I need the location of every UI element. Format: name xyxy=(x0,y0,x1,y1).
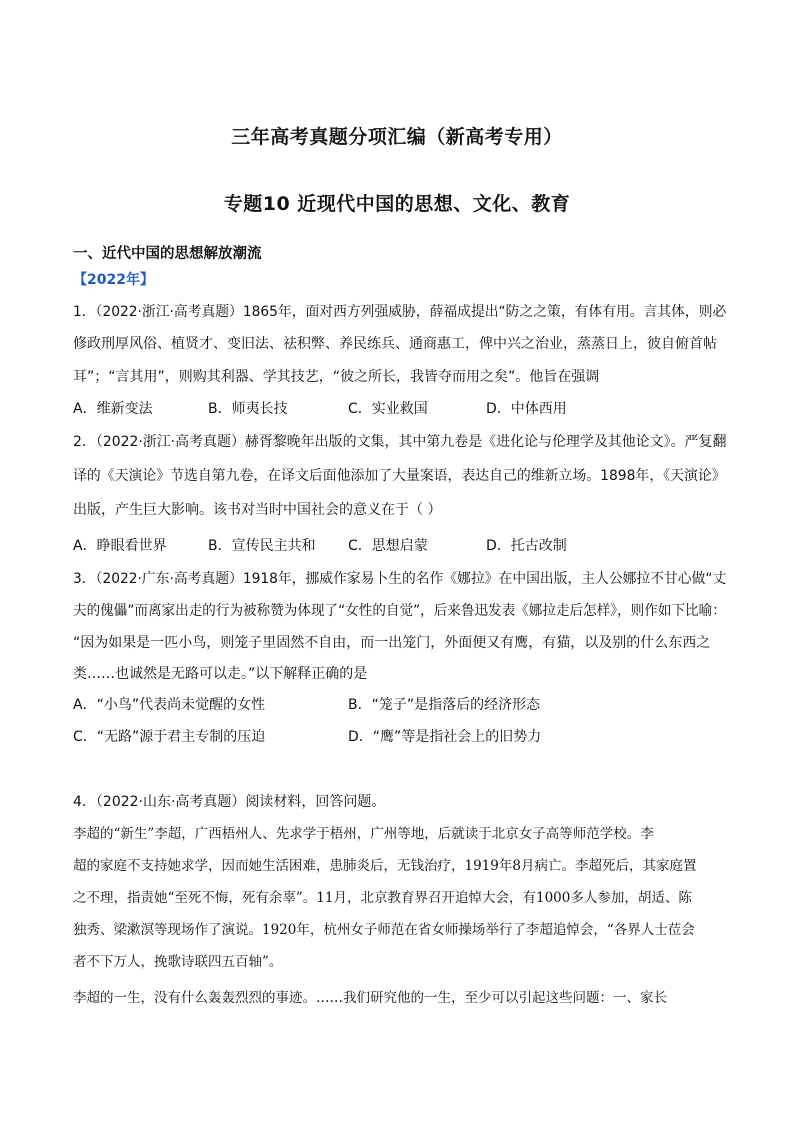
q3-option-a: A．“小鸟”代表尚未觉醒的女性 xyxy=(73,697,266,713)
q4-material-line: 独秀、梁漱溟等现场作了演说。1920年，杭州女子师范在省女师操场举行了李超追悼会，“各界人士莅会 xyxy=(73,922,695,938)
q4-material-line: 李超的“新生”李超，广西梧州人、先求学于梧州，广州等地，后就读于北京女子高等师范学校。李 xyxy=(73,826,654,842)
q2-option-d: D．托古改制 xyxy=(486,538,567,554)
q1-option-c: C．实业救国 xyxy=(348,401,428,417)
q3-option-d: D．“鹰”等是指社会上的旧势力 xyxy=(348,729,542,745)
q3-line: 夫的傀儡”而离家出走的行为被称赞为体现了“女性的自觉”，后来鲁迅发表《娜拉走后怎样》，则作如下比喻： xyxy=(73,603,726,619)
q1-option-a: A．维新变法 xyxy=(73,401,153,417)
q4-material-line: 超的家庭不支持她求学，因而她生活困难，患肺炎后，无钱治疗，1919年8月病亡。李超死后，其家庭置 xyxy=(73,858,697,874)
q3-option-b: B．“笼子”是指落后的经济形态 xyxy=(348,697,541,713)
q1-line: 耳”；“言其用”，则购其利器、学其技艺，“彼之所长，我皆夺而用之矣”。他旨在强调 xyxy=(73,369,600,385)
q2-option-a: A．睁眼看世界 xyxy=(73,538,167,554)
q4-stem: 4．（2022·山东·高考真题）阅读材料，回答问题。 xyxy=(73,794,386,810)
q3-line: “因为如果是一匹小鸟，则笼子里固然不自由，而一出笼门，外面便又有鹰，有猫，以及别的什么东西之 xyxy=(73,635,711,651)
q4-material-line: 之不理，指责她“至死不悔，死有余辜”。11月，北京教育界召开追悼大会，有1000多人参加，胡适、陈 xyxy=(73,890,692,906)
q2-option-c: C．思想启蒙 xyxy=(348,538,428,554)
q1-option-b: B．师夷长技 xyxy=(208,401,288,417)
q3-option-c: C．“无路”源于君主专制的压迫 xyxy=(73,729,266,745)
q1-line: 修政刑厚风俗、植贤才、变旧法、祛积弊、养民练兵、通商惠工，俾中兴之治业，蒸蒸日上，彼自俯首帖 xyxy=(73,336,717,352)
q3-line: 3．（2022·广东·高考真题）1918年，挪威作家易卜生的名作《娜拉》在中国出版，主人公娜拉不甘心做“丈 xyxy=(73,571,727,587)
q2-option-b: B．宣传民主共和 xyxy=(208,538,316,554)
q4-material-line: 李超的一生，没有什么轰轰烈烈的事迹。……我们研究他的一生，至少可以引起这些问题：一、家长 xyxy=(73,990,667,1006)
document-subtitle: 专题10 近现代中国的思想、文化、教育 xyxy=(223,193,571,215)
q2-line: 2．（2022·浙江·高考真题）赫胥黎晚年出版的文集，其中第九卷是《进化论与伦理学及其他论文》。严复翻 xyxy=(73,434,727,450)
q2-line: 译的《天演论》节选自第九卷，在译文后面他添加了大量案语，表达自己的维新立场。1898年，《天演论》 xyxy=(73,468,726,484)
section-heading: 一、近代中国的思想解放潮流 xyxy=(73,246,262,262)
q4-material-line: 者不下万人，挽歌诗联四五百轴”。 xyxy=(73,954,283,970)
year-tag: 【2022年】 xyxy=(73,272,154,288)
document-title: 三年高考真题分项汇编（新高考专用） xyxy=(231,126,563,148)
q1-line: 1．（2022·浙江·高考真题）1865年，面对西方列强威胁，薛福成提出“防之之策，有体有用。言其体，则必 xyxy=(73,304,727,320)
q3-line: 类……也诚然是无路可以走。”以下解释正确的是 xyxy=(73,666,368,682)
q1-option-d: D．中体西用 xyxy=(486,401,567,417)
q2-line: 出版，产生巨大影响。该书对当时中国社会的意义在于（ ） xyxy=(73,502,442,518)
